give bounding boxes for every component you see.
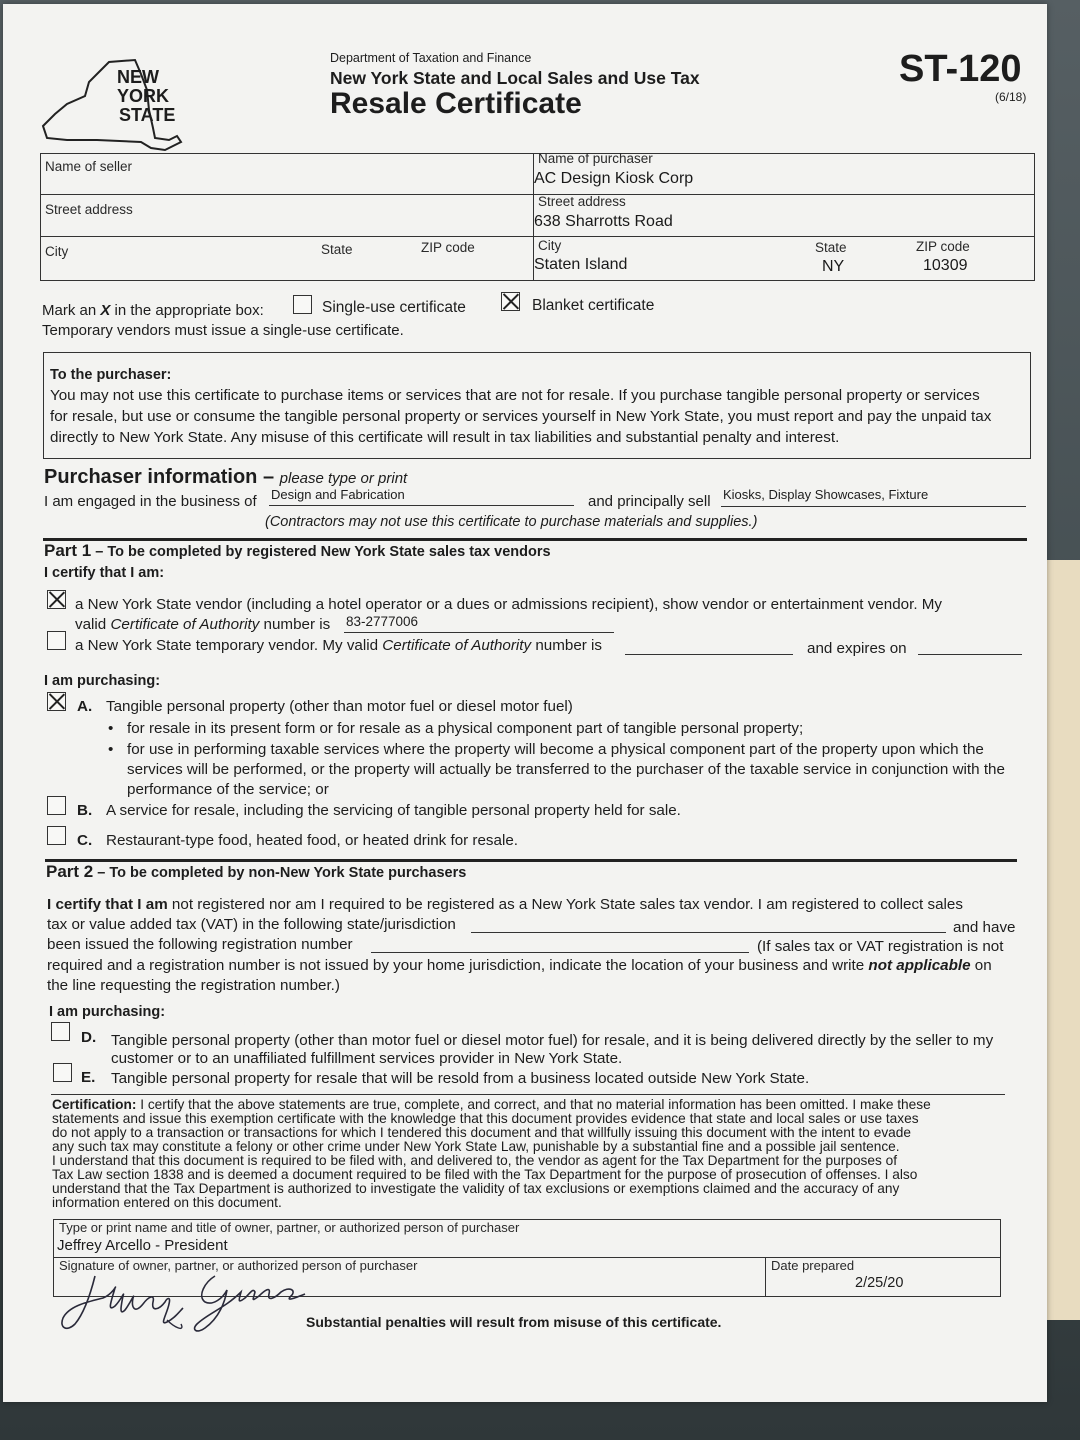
option-e-text: Tangible personal property for resale that will be resold from a business located outside New York State. (111, 1070, 810, 1087)
seller-city-label: City (45, 244, 69, 259)
option-a-bullet-1: for resale in its present form or for resale as a physical component part of tangible personal property; (127, 720, 804, 737)
form-revision-date: (6/18) (995, 90, 1027, 104)
purchaser-state-value[interactable]: NY (822, 258, 845, 275)
registration-number-field[interactable] (371, 952, 749, 953)
option-c-text: Restaurant-type food, heated food, or heated drink for resale. (106, 832, 519, 849)
form-number: ST-120 (899, 48, 1022, 90)
certification-line-8: information entered on this document. (52, 1195, 282, 1210)
principally-sell-value[interactable]: Kiosks, Display Showcases, Fixture (723, 487, 929, 502)
option-b-text: A service for resale, including the servicing of tangible personal property held for sale. (106, 802, 681, 819)
name-title-value[interactable]: Jeffrey Arcello - President (57, 1237, 228, 1254)
option-d-checkbox[interactable] (51, 1022, 70, 1041)
business-label: I am engaged in the business of (44, 493, 257, 510)
seller-city-state-zip-field[interactable] (43, 260, 529, 278)
logo-text: NEW YORK STATE (117, 67, 176, 125)
option-d-line-2: customer or to an unaffiliated fulfillment services provider in New York State. (111, 1050, 623, 1067)
nys-vendor-authority: valid Certificate of Authority number is (75, 616, 331, 633)
certification-line-7: understand that the Tax Department is authorized to investigate the validity of tax exclusions or exemptions claimed and the accuracy of any (52, 1181, 900, 1196)
part1-certify: I certify that I am: (44, 565, 165, 581)
seller-zip-label: ZIP code (421, 240, 475, 255)
date-prepared-label: Date prepared (771, 1258, 855, 1273)
temporary-authority-number-field[interactable] (625, 654, 793, 655)
purchaser-street-value[interactable]: 638 Sharrotts Road (534, 213, 673, 230)
seller-street-field[interactable] (43, 218, 529, 236)
purchaser-street-label: Street address (538, 194, 626, 209)
certification-line-2: statements and issue this exemption certificate with the knowledge that this document provides evidence that state and local sales or use taxes (52, 1111, 919, 1126)
single-use-label: Single-use certificate (322, 299, 466, 316)
department-name: Department of Taxation and Finance (330, 51, 532, 65)
part2-line-3: been issued the following registration number (47, 936, 353, 953)
notice-heading: To the purchaser: (50, 367, 172, 383)
principally-sell-label: and principally sell (588, 493, 711, 510)
bullet-dot: • (108, 741, 114, 758)
part2-line-5: the line requesting the registration number.) (47, 977, 340, 994)
option-e-letter: E. (81, 1069, 96, 1086)
notice-line-1: You may not use this certificate to purchase items or services that are not for resale. If you purchase tangible personal property or services (50, 387, 980, 404)
purchaser-zip-value[interactable]: 10309 (923, 257, 968, 274)
option-c-letter: C. (77, 832, 93, 849)
resale-certificate-form (3, 4, 1047, 1402)
option-b-checkbox[interactable] (47, 796, 66, 815)
option-a-checkbox-checked[interactable] (47, 692, 66, 711)
part1-purchasing: I am purchasing: (44, 673, 161, 689)
option-a-bullet-2-line-2: services will be performed, or the property will actually be transferred to the purchaser of the taxable service in conjunction with the (127, 761, 1005, 778)
penalty-notice: Substantial penalties will result from misuse of this certificate. (306, 1314, 722, 1330)
nys-vendor-checkbox-checked[interactable] (47, 590, 66, 609)
nys-vendor-text: a New York State vendor (including a hotel operator or a dues or admissions recipient), show vendor or entertainment vendor. My (75, 596, 942, 613)
date-prepared-value[interactable]: 2/25/20 (855, 1275, 904, 1291)
option-c-checkbox[interactable] (47, 826, 66, 845)
part2-purchasing: I am purchasing: (49, 1004, 166, 1020)
mark-instruction: Mark an X in the appropriate box: (42, 302, 264, 319)
single-use-checkbox[interactable] (293, 295, 312, 314)
part2-line-2: tax or value added tax (VAT) in the following state/jurisdiction (47, 916, 456, 933)
option-a-bullet-2-line-1: for use in performing taxable services where the property will become a physical component part of the property upon which the (127, 741, 984, 758)
certification-line-5: I understand that this document is required to be filed with, and delivered to, the vendor as agent for the Tax Department for the purposes of (52, 1153, 898, 1168)
authority-number-value[interactable]: 83-2777006 (346, 614, 419, 629)
certification-line-3: do not apply to a transaction or transactions for which I tendered this document and that willfully issuing this document with the intent to evade (52, 1125, 911, 1140)
purchaser-state-label: State (815, 240, 847, 255)
expires-label: and expires on (807, 640, 907, 657)
option-a-bullet-2-line-3: performance of the service; or (127, 781, 329, 798)
business-value[interactable]: Design and Fabrication (271, 487, 405, 502)
blanket-checkbox-checked[interactable] (501, 292, 520, 311)
certification-line-6: Tax Law section 1838 and is deemed a document required to be filed with the Tax Department for the purpose of prosecution of offenses. I also (52, 1167, 918, 1182)
option-d-line-1: Tangible personal property (other than motor fuel or diesel motor fuel) for resale, and it is being delivered directly by the seller to my (111, 1032, 994, 1049)
temporary-vendor-checkbox[interactable] (47, 631, 66, 650)
purchaser-name-label: Name of purchaser (538, 151, 653, 166)
seller-name-field[interactable] (43, 176, 529, 194)
temporary-vendor-note: Temporary vendors must issue a single-use certificate. (42, 322, 404, 339)
part2-line-3-end: (If sales tax or VAT registration is not (757, 938, 1004, 955)
part2-heading: Part 2 – To be completed by non-New York State purchasers (46, 862, 467, 881)
purchaser-info-heading: Purchaser information – please type or print (44, 466, 408, 488)
expires-on-field[interactable] (918, 654, 1022, 655)
handwritten-signature[interactable] (55, 1262, 335, 1342)
option-a-letter: A. (77, 698, 93, 715)
contractor-note: (Contractors may not use this certificate to purchase materials and supplies.) (265, 514, 758, 530)
form-subtitle: New York State and Local Sales and Use Tax (330, 68, 700, 88)
signature-label: Signature of owner, partner, or authorized person of purchaser (59, 1258, 418, 1273)
part1-heading: Part 1 – To be completed by registered New York State sales tax vendors (44, 541, 551, 560)
name-title-label: Type or print name and title of owner, partner, or authorized person of purchaser (59, 1220, 520, 1235)
part2-line-1: I certify that I am not registered nor am I required to be registered as a New York State sales tax vendor. I am registered to collect sales (47, 896, 963, 913)
state-jurisdiction-field[interactable] (471, 932, 946, 933)
option-d-letter: D. (81, 1029, 97, 1046)
purchaser-city-label: City (538, 238, 562, 253)
notice-line-2: for resale, but use or consume the tangible personal property or services yourself in New York State, you must report and pay the unpaid tax (50, 408, 992, 425)
seller-street-label: Street address (45, 202, 133, 217)
option-a-text: Tangible personal property (other than motor fuel or diesel motor fuel) (106, 698, 573, 715)
option-b-letter: B. (77, 802, 93, 819)
bullet-dot: • (108, 720, 114, 737)
certification-line-1: Certification: I certify that the above statements are true, complete, and correct, and that no material information has been omitted. I make these (52, 1097, 931, 1112)
purchaser-name-value[interactable]: AC Design Kiosk Corp (534, 170, 694, 187)
option-e-checkbox[interactable] (53, 1063, 72, 1082)
part2-line-4: required and a registration number is not issued by your home jurisdiction, indicate the location of your business and write not applicable on (47, 957, 992, 974)
certification-line-4: any such tax may constitute a felony or other crime under New York State Law, punishable by a substantial fine and a possible jail sentence. (52, 1139, 900, 1154)
purchaser-zip-label: ZIP code (916, 239, 970, 254)
part2-line-2-end: and have (953, 919, 1016, 936)
notice-line-3: directly to New York State. Any misuse of this certificate will result in tax liabilities and substantial penalty and interest. (50, 429, 840, 446)
purchaser-city-value[interactable]: Staten Island (534, 256, 628, 273)
blanket-label: Blanket certificate (532, 297, 655, 314)
temporary-vendor-text: a New York State temporary vendor. My valid Certificate of Authority number is (75, 637, 603, 654)
seller-state-label: State (321, 242, 353, 257)
form-title: Resale Certificate (330, 87, 582, 120)
seller-name-label: Name of seller (45, 159, 133, 174)
